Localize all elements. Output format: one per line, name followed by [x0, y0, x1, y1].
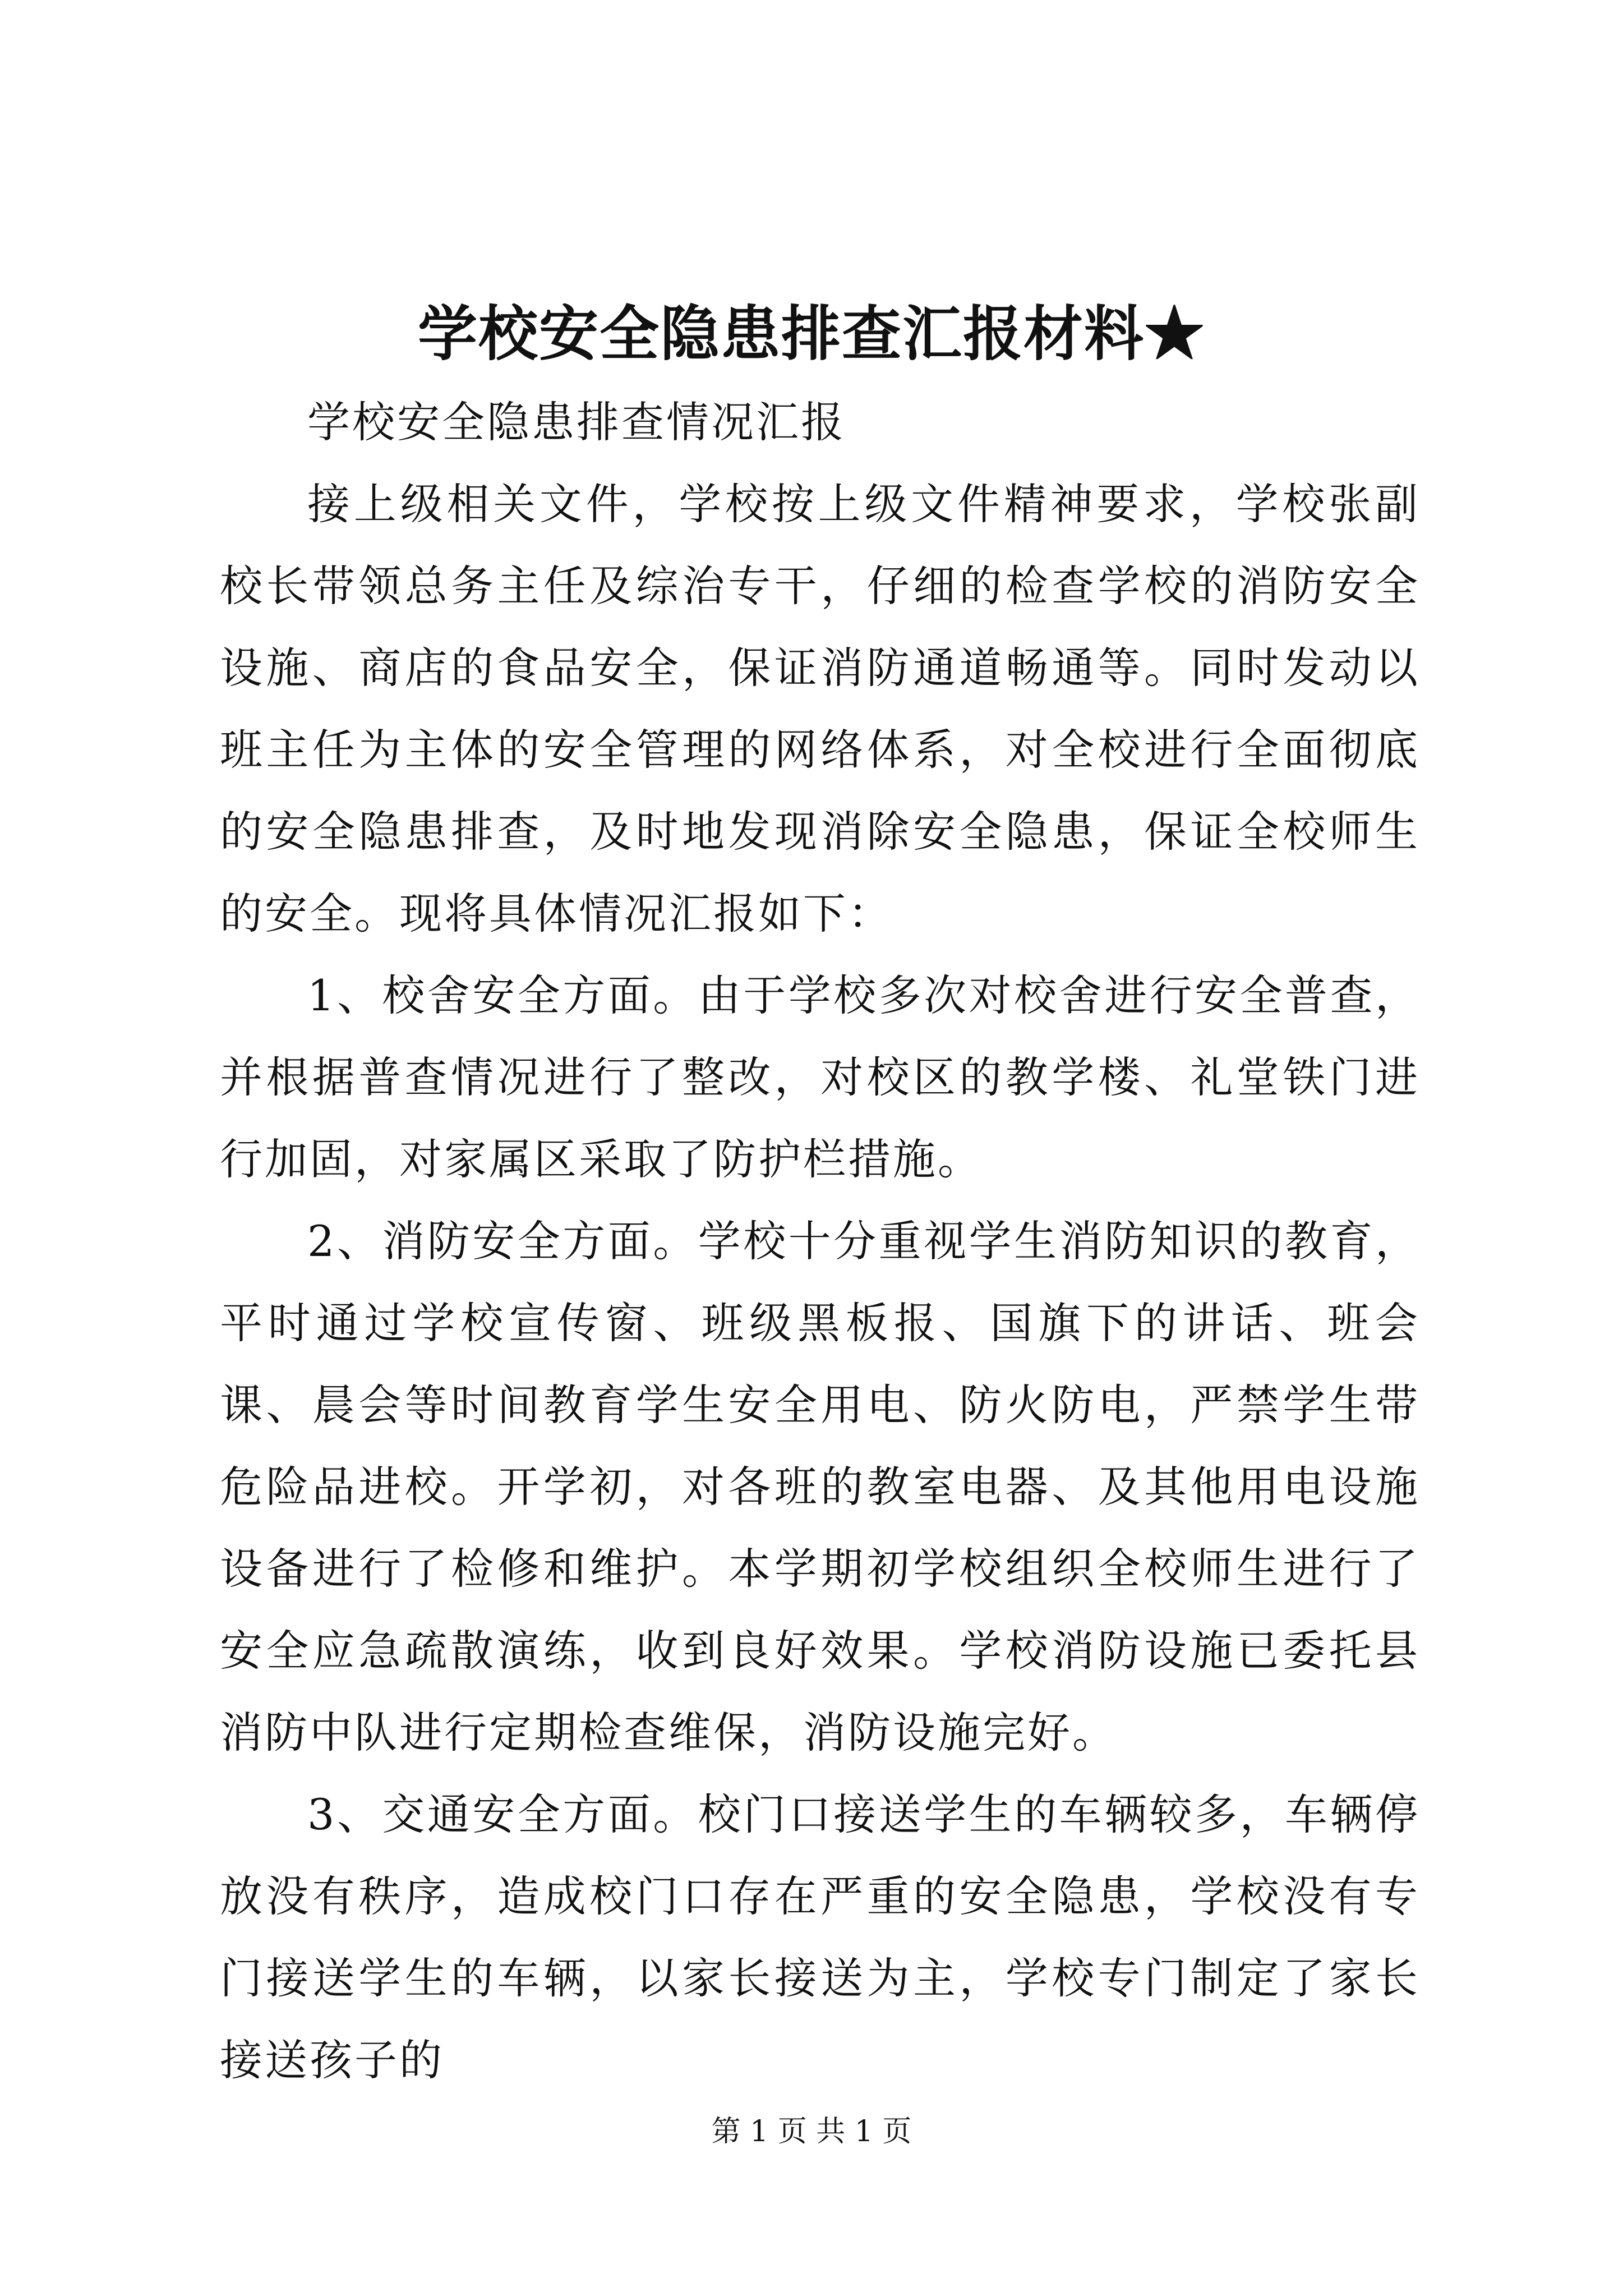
- paragraph-subtitle: 学校安全隐患排查情况汇报: [307, 397, 846, 447]
- page-number-footer: 第 1 页 共 1 页: [711, 2115, 912, 2148]
- paragraph-intro: 接上级相关文件，学校按上级文件精神要求，学校张副校长带领总务主任及综治专干，仔细的检查学校的消防安全设施、商店的食品安全，保证消防通道畅通等。同时发动以班主任为主体的安全管理的网络体系，对全校进行全面彻底的安全隐患排查，及时地发现消除安全隐患，保证全校师生的安全。现将具体情况汇报如下：: [220, 479, 1420, 938]
- paragraph-fire-safety: 2、消防安全方面。学校十分重视学生消防知识的教育，平时通过学校宣传窗、班级黑板报、国旗下的讲话、班会课、晨会等时间教育学生安全用电、防火防电，严禁学生带危险品进校。开学初，对各班的教室电器、及其他用电设施设备进行了检修和维护。本学期初学校组织全校师生进行了安全应急疏散演练，收到良好效果。学校消防设施已委托县消防中队进行定期检查维保，消防设施完好。: [220, 1216, 1420, 1757]
- paragraph-school-buildings: 1、校舍安全方面。由于学校多次对校舍进行安全普查，并根据普查情况进行了整改，对校区的教学楼、礼堂铁门进行加固，对家属区采取了防护栏措施。: [220, 970, 1420, 1184]
- paragraph-traffic-safety: 3、交通安全方面。校门口接送学生的车辆较多，车辆停放没有秩序，造成校门口存在严重的安全隐患，学校没有专门接送学生的车辆，以家长接送为主，学校专门制定了家长接送孩子的: [220, 1789, 1420, 2085]
- document-title: 学校安全隐患排查汇报材料★: [418, 298, 1205, 369]
- document-body: [220, 381, 1420, 2101]
